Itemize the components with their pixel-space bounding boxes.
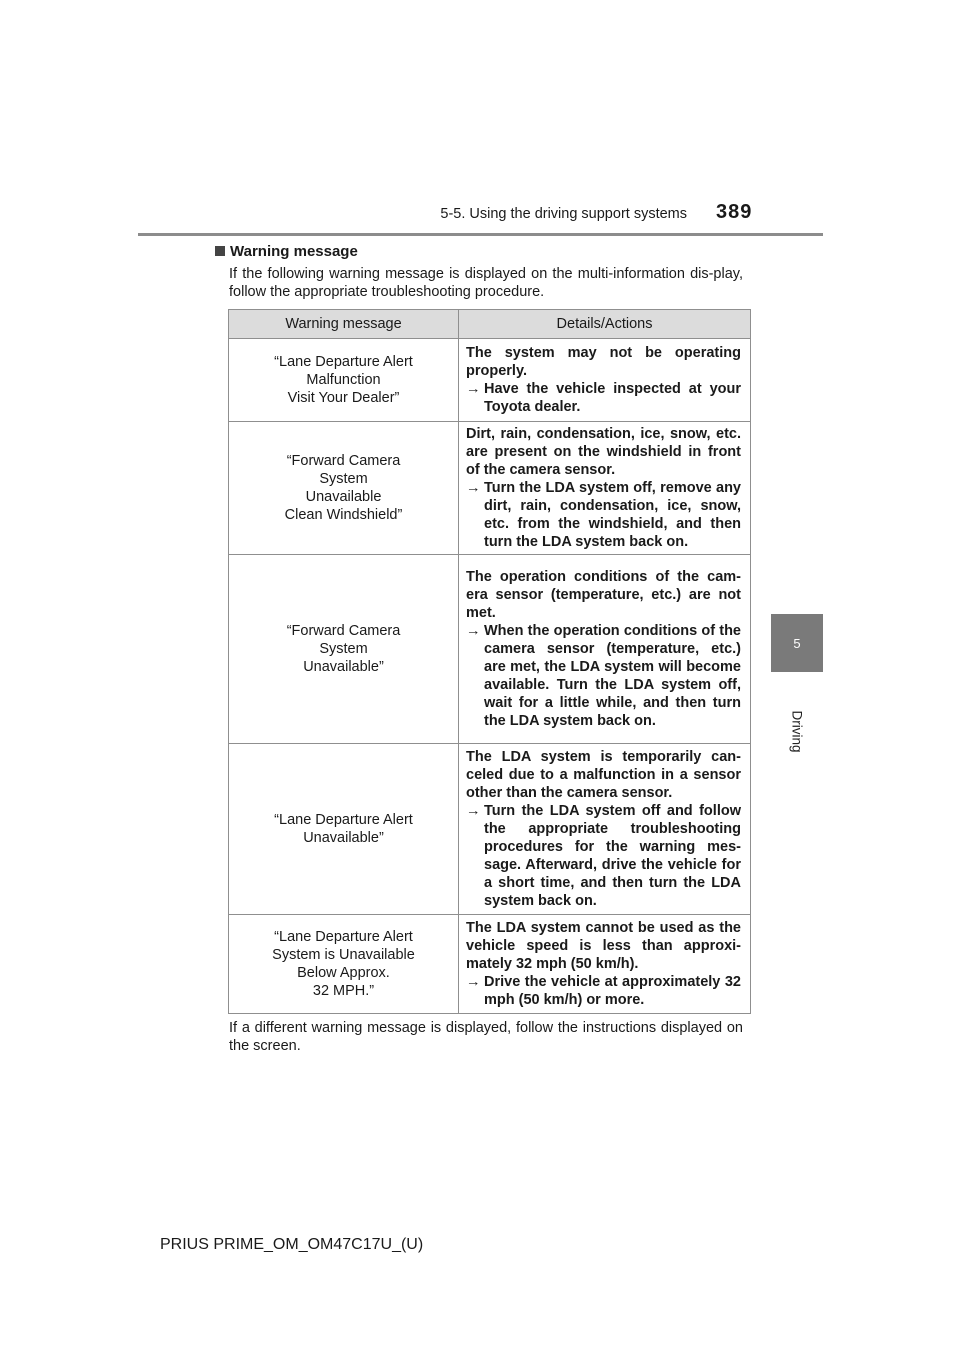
message-line: “Lane Departure Alert	[274, 354, 413, 370]
warning-message-table	[228, 309, 751, 1014]
page-number: 389	[716, 201, 753, 223]
warning-message-cell	[229, 744, 459, 915]
details-cell	[459, 422, 751, 555]
right-arrow-icon: →	[466, 623, 481, 639]
detail-text: The system may not be operating properly.	[466, 345, 741, 379]
action-text-body: Turn the LDA system off, remove any dirt, rain, condensation, ice, snow, etc. from the windshield, and then turn the LDA system back on.	[484, 480, 741, 550]
message-line: “Forward Camera	[286, 623, 401, 639]
message-line: “Lane Departure Alert	[274, 929, 413, 945]
message-line: System is Unavailable	[272, 947, 415, 963]
message-line: 32 MPH.”	[312, 983, 375, 999]
chapter-tab[interactable]	[771, 614, 823, 672]
action-text	[466, 380, 741, 416]
footer-doc-code: PRIUS PRIME_OM_OM47C17U_(U)	[160, 1236, 424, 1253]
message-line: System	[319, 641, 368, 657]
message-line: “Lane Departure Alert	[274, 812, 413, 828]
action-text	[466, 479, 741, 551]
details-cell	[459, 915, 751, 1014]
message-line: Unavailable	[305, 489, 382, 505]
right-arrow-icon: →	[466, 803, 481, 819]
chapter-label-text: Driving	[789, 709, 805, 753]
right-arrow-icon: →	[466, 974, 481, 990]
section-heading	[215, 243, 358, 260]
action-text	[466, 622, 741, 730]
warning-message-cell	[229, 915, 459, 1014]
message-line: Below Approx.	[297, 965, 390, 981]
intro-paragraph: If the following warning message is displayed on the multi-information dis-play, follow the appropriate troubleshooting procedure.	[229, 266, 743, 300]
message-line: Malfunction	[306, 372, 381, 388]
message-line: Visit Your Dealer”	[287, 390, 400, 406]
right-arrow-icon: →	[466, 381, 481, 397]
header-rule	[138, 233, 823, 236]
details-cell	[459, 555, 751, 744]
table-row	[229, 915, 751, 1014]
table-row	[229, 339, 751, 422]
warning-message-cell	[229, 339, 459, 422]
detail-text: The LDA system is temporarily can-celed due to a malfunction in a sensor other than the camera sensor.	[466, 749, 741, 801]
closing-paragraph: If a different warning message is displayed, follow the instructions displayed on the screen.	[229, 1020, 743, 1054]
table-row	[229, 422, 751, 555]
message-line: Unavailable”	[303, 830, 384, 846]
section-heading-text: Warning message	[230, 243, 358, 260]
table-header-row	[229, 310, 751, 339]
action-text-body: When the operation conditions of the camera sensor (temperature, etc.) are met, the LDA system will become available. Turn the LDA system off, wait for a little while, and then turn the LDA system back on.	[484, 623, 741, 729]
chapter-number: 5	[793, 635, 801, 651]
detail-text: Dirt, rain, condensation, ice, snow, etc. are present on the windshield in front of the camera sensor.	[466, 426, 741, 478]
table-row	[229, 744, 751, 915]
warning-message-cell	[229, 555, 459, 744]
details-cell	[459, 339, 751, 422]
action-text	[466, 973, 741, 1009]
details-cell	[459, 744, 751, 915]
detail-text: The LDA system cannot be used as the vehicle speed is less than approxi-mately 32 mph (50 km/h).	[466, 920, 741, 972]
message-line: “Forward Camera	[286, 453, 401, 469]
message-line: Clean Windshield”	[284, 507, 403, 523]
warning-message-cell	[229, 422, 459, 555]
action-text-body: Drive the vehicle at approximately 32 mph (50 km/h) or more.	[484, 974, 741, 1008]
message-line: Unavailable”	[303, 659, 384, 675]
detail-text: The operation conditions of the cam-era sensor (temperature, etc.) are not met.	[466, 569, 741, 621]
action-text	[466, 802, 741, 910]
table-row	[229, 555, 751, 744]
running-header-title: 5-5. Using the driving support systems	[440, 206, 687, 222]
chapter-label	[771, 676, 823, 786]
right-arrow-icon: →	[466, 480, 481, 496]
message-line: System	[319, 471, 368, 487]
action-text-body: Turn the LDA system off and follow the appropriate troubleshooting procedures for the warning mes-sage. Afterward, drive the vehicle for a short time, and then turn the LDA system back on.	[484, 803, 741, 909]
action-text-body: Have the vehicle inspected at your Toyota dealer.	[484, 381, 741, 415]
square-bullet-icon	[215, 246, 225, 256]
column-header-details: Details/Actions	[459, 310, 751, 339]
column-header-message: Warning message	[229, 310, 459, 339]
